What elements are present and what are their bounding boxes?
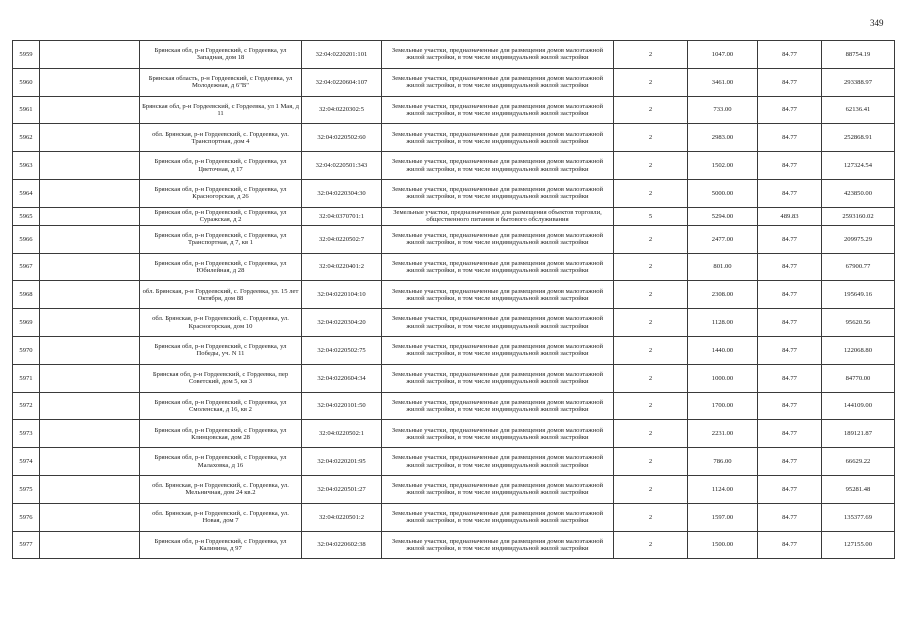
empty-cell [40, 420, 140, 448]
specific-value-cell: 84.77 [758, 448, 822, 476]
area-cell: 1500.00 [688, 531, 758, 559]
area-cell: 3461.00 [688, 68, 758, 96]
cadastral-number-cell: 32:04:0220604:34 [302, 364, 382, 392]
use-group-cell: 2 [614, 225, 688, 253]
area-cell: 801.00 [688, 253, 758, 281]
land-use-purpose-cell: Земельные участки, предназначенные для размещения домов малоэтажной жилой застройки, в том числе индивидуальной жилой застройки [382, 420, 614, 448]
cadastral-value-cell: 209975.29 [822, 225, 895, 253]
row-number-cell: 5973 [13, 420, 40, 448]
cadastral-number-cell: 32:04:0220201:101 [302, 41, 382, 69]
row-number-cell: 5969 [13, 309, 40, 337]
empty-cell [40, 309, 140, 337]
use-group-cell: 2 [614, 179, 688, 207]
address-cell: Брянская обл, р-н Гордеевский, с Гордеевка, ул Победы, уч. N 11 [140, 336, 302, 364]
row-number-cell: 5976 [13, 503, 40, 531]
use-group-cell: 2 [614, 336, 688, 364]
empty-cell [40, 96, 140, 124]
area-cell: 1000.00 [688, 364, 758, 392]
cadastral-number-cell: 32:04:0220304:20 [302, 309, 382, 337]
specific-value-cell: 84.77 [758, 475, 822, 503]
land-use-purpose-cell: Земельные участки, предназначенные для размещения домов малоэтажной жилой застройки, в том числе индивидуальной жилой застройки [382, 531, 614, 559]
address-cell: Брянская обл, р-н Гордеевский, с Гордеевка, ул Цветочная, д 17 [140, 152, 302, 180]
table-row [13, 531, 895, 559]
specific-value-cell: 84.77 [758, 309, 822, 337]
cadastral-number-cell: 32:04:0370701:1 [302, 207, 382, 225]
use-group-cell: 2 [614, 364, 688, 392]
cadastral-number-cell: 32:04:0220304:30 [302, 179, 382, 207]
row-number-cell: 5972 [13, 392, 40, 420]
area-cell: 1124.00 [688, 475, 758, 503]
cadastral-number-cell: 32:04:0220501:343 [302, 152, 382, 180]
row-number-cell: 5975 [13, 475, 40, 503]
row-number-cell: 5977 [13, 531, 40, 559]
specific-value-cell: 84.77 [758, 253, 822, 281]
cadastral-value-cell: 293388.97 [822, 68, 895, 96]
specific-value-cell: 84.77 [758, 179, 822, 207]
table-row [13, 253, 895, 281]
use-group-cell: 2 [614, 420, 688, 448]
table-row [13, 475, 895, 503]
land-use-purpose-cell: Земельные участки, предназначенные для размещения домов малоэтажной жилой застройки, в том числе индивидуальной жилой застройки [382, 364, 614, 392]
area-cell: 2231.00 [688, 420, 758, 448]
cadastral-value-cell: 189121.87 [822, 420, 895, 448]
cadastral-number-cell: 32:04:0220101:50 [302, 392, 382, 420]
table-body [13, 41, 895, 559]
table-row [13, 41, 895, 69]
address-cell: обл. Брянская, р-н Гордеевский, с. Гордеевка, ул. 15 лет Октября, дом 88 [140, 281, 302, 309]
use-group-cell: 2 [614, 281, 688, 309]
empty-cell [40, 207, 140, 225]
area-cell: 1047.00 [688, 41, 758, 69]
area-cell: 5000.00 [688, 179, 758, 207]
empty-cell [40, 531, 140, 559]
cadastral-value-table [12, 40, 895, 559]
use-group-cell: 2 [614, 448, 688, 476]
specific-value-cell: 84.77 [758, 281, 822, 309]
empty-cell [40, 503, 140, 531]
cadastral-value-cell: 95281.48 [822, 475, 895, 503]
row-number-cell: 5970 [13, 336, 40, 364]
row-number-cell: 5968 [13, 281, 40, 309]
cadastral-number-cell: 32:04:0220502:7 [302, 225, 382, 253]
specific-value-cell: 84.77 [758, 68, 822, 96]
empty-cell [40, 225, 140, 253]
specific-value-cell: 489.83 [758, 207, 822, 225]
address-cell: обл. Брянская, р-н Гордеевский, с. Гордеевка, ул. Транспортная, дом 4 [140, 124, 302, 152]
address-cell: Брянская обл, р-н Гордеевский, с Гордеевка, ул Калинина, д 97 [140, 531, 302, 559]
row-number-cell: 5961 [13, 96, 40, 124]
table-row [13, 179, 895, 207]
table-row [13, 124, 895, 152]
empty-cell [40, 179, 140, 207]
use-group-cell: 2 [614, 503, 688, 531]
row-number-cell: 5967 [13, 253, 40, 281]
row-number-cell: 5966 [13, 225, 40, 253]
address-cell: Брянская обл, р-н Гордеевский, с Гордеевка, ул Суражская, д 2 [140, 207, 302, 225]
cadastral-number-cell: 32:04:0220604:107 [302, 68, 382, 96]
area-cell: 1440.00 [688, 336, 758, 364]
cadastral-value-cell: 122068.80 [822, 336, 895, 364]
empty-cell [40, 281, 140, 309]
land-use-purpose-cell: Земельные участки, предназначенные для размещения домов малоэтажной жилой застройки, в том числе индивидуальной жилой застройки [382, 392, 614, 420]
specific-value-cell: 84.77 [758, 503, 822, 531]
table-row [13, 392, 895, 420]
use-group-cell: 2 [614, 531, 688, 559]
table-row [13, 364, 895, 392]
specific-value-cell: 84.77 [758, 225, 822, 253]
address-cell: Брянская обл, р-н Гордеевский, с Гордеевка, ул Красногорская, д 26 [140, 179, 302, 207]
address-cell: Брянская обл, р-н Гордеевский, с Гордеевка, ул Смоленская, д 16, кв 2 [140, 392, 302, 420]
use-group-cell: 2 [614, 124, 688, 152]
area-cell: 1128.00 [688, 309, 758, 337]
address-cell: Брянская обл, р-н Гордеевский, с Гордеевка, ул Клинцовская, дом 28 [140, 420, 302, 448]
area-cell: 5294.00 [688, 207, 758, 225]
table-row [13, 96, 895, 124]
use-group-cell: 2 [614, 96, 688, 124]
address-cell: обл. Брянская, р-н Гордеевский, с. Гордеевка, ул. Новая, дом 7 [140, 503, 302, 531]
empty-cell [40, 68, 140, 96]
cadastral-number-cell: 32:04:0220602:38 [302, 531, 382, 559]
use-group-cell: 2 [614, 41, 688, 69]
address-cell: Брянская область, р-н Гордеевский, с Гордеевка, ул Молодежная, д 6"В" [140, 68, 302, 96]
cadastral-number-cell: 32:04:0220502:1 [302, 420, 382, 448]
cadastral-number-cell: 32:04:0220501:27 [302, 475, 382, 503]
table-row [13, 225, 895, 253]
area-cell: 1502.00 [688, 152, 758, 180]
row-number-cell: 5965 [13, 207, 40, 225]
cadastral-value-cell: 127155.00 [822, 531, 895, 559]
land-use-purpose-cell: Земельные участки, предназначенные для размещения домов малоэтажной жилой застройки, в том числе индивидуальной жилой застройки [382, 179, 614, 207]
land-use-purpose-cell: Земельные участки, предназначенные для размещения домов малоэтажной жилой застройки, в том числе индивидуальной жилой застройки [382, 96, 614, 124]
land-use-purpose-cell: Земельные участки, предназначенные для размещения домов малоэтажной жилой застройки, в том числе индивидуальной жилой застройки [382, 448, 614, 476]
specific-value-cell: 84.77 [758, 41, 822, 69]
area-cell: 2983.00 [688, 124, 758, 152]
address-cell: Брянская обл, р-н Гордеевский, с Гордеевка, ул Малаховка, д 16 [140, 448, 302, 476]
address-cell: Брянская обл, р-н Гордеевский, с Гордеевка, ул Юбилейная, д 28 [140, 253, 302, 281]
cadastral-value-cell: 84770.00 [822, 364, 895, 392]
row-number-cell: 5964 [13, 179, 40, 207]
land-use-purpose-cell: Земельные участки, предназначенные для размещения домов малоэтажной жилой застройки, в том числе индивидуальной жилой застройки [382, 309, 614, 337]
specific-value-cell: 84.77 [758, 531, 822, 559]
cadastral-number-cell: 32:04:0220104:10 [302, 281, 382, 309]
specific-value-cell: 84.77 [758, 392, 822, 420]
row-number-cell: 5974 [13, 448, 40, 476]
cadastral-value-cell: 252868.91 [822, 124, 895, 152]
table-row [13, 152, 895, 180]
land-use-purpose-cell: Земельные участки, предназначенные для размещения домов малоэтажной жилой застройки, в том числе индивидуальной жилой застройки [382, 41, 614, 69]
cadastral-number-cell: 32:04:0220502:75 [302, 336, 382, 364]
address-cell: Брянская обл, р-н Гордеевский, с Гордеевка, ул Транспортная, д 7, кв 1 [140, 225, 302, 253]
address-cell: обл. Брянская, р-н Гордеевский, с. Гордеевка, ул. Красногорская, дом 10 [140, 309, 302, 337]
use-group-cell: 2 [614, 392, 688, 420]
table-row [13, 448, 895, 476]
cadastral-value-cell: 144109.00 [822, 392, 895, 420]
use-group-cell: 2 [614, 68, 688, 96]
empty-cell [40, 253, 140, 281]
cadastral-value-cell: 66629.22 [822, 448, 895, 476]
table-row [13, 309, 895, 337]
table-row [13, 503, 895, 531]
use-group-cell: 5 [614, 207, 688, 225]
land-use-purpose-cell: Земельные участки, предназначенные для размещения домов малоэтажной жилой застройки, в том числе индивидуальной жилой застройки [382, 68, 614, 96]
use-group-cell: 2 [614, 309, 688, 337]
cadastral-value-cell: 62136.41 [822, 96, 895, 124]
specific-value-cell: 84.77 [758, 420, 822, 448]
cadastral-value-cell: 127324.54 [822, 152, 895, 180]
cadastral-number-cell: 32:04:0220401:2 [302, 253, 382, 281]
land-use-purpose-cell: Земельные участки, предназначенные для размещения домов малоэтажной жилой застройки, в том числе индивидуальной жилой застройки [382, 336, 614, 364]
address-cell: Брянская обл, р-н Гордеевский, с Гордеевка, ул Западная, дом 18 [140, 41, 302, 69]
land-use-purpose-cell: Земельные участки, предназначенные для размещения домов малоэтажной жилой застройки, в том числе индивидуальной жилой застройки [382, 152, 614, 180]
empty-cell [40, 364, 140, 392]
area-cell: 2308.00 [688, 281, 758, 309]
specific-value-cell: 84.77 [758, 96, 822, 124]
table-row [13, 336, 895, 364]
cadastral-number-cell: 32:04:0220302:5 [302, 96, 382, 124]
cadastral-value-cell: 95620.56 [822, 309, 895, 337]
area-cell: 1700.00 [688, 392, 758, 420]
area-cell: 786.00 [688, 448, 758, 476]
specific-value-cell: 84.77 [758, 152, 822, 180]
cadastral-number-cell: 32:04:0220502:60 [302, 124, 382, 152]
cadastral-number-cell: 32:04:0220201:95 [302, 448, 382, 476]
table-row [13, 420, 895, 448]
land-use-purpose-cell: Земельные участки, предназначенные для размещения домов малоэтажной жилой застройки, в том числе индивидуальной жилой застройки [382, 503, 614, 531]
land-use-purpose-cell: Земельные участки, предназначенные для размещения домов малоэтажной жилой застройки, в том числе индивидуальной жилой застройки [382, 475, 614, 503]
cadastral-value-cell: 135377.69 [822, 503, 895, 531]
row-number-cell: 5960 [13, 68, 40, 96]
table-row [13, 281, 895, 309]
area-cell: 733.00 [688, 96, 758, 124]
empty-cell [40, 41, 140, 69]
cadastral-value-cell: 2593160.02 [822, 207, 895, 225]
empty-cell [40, 475, 140, 503]
use-group-cell: 2 [614, 475, 688, 503]
empty-cell [40, 152, 140, 180]
empty-cell [40, 124, 140, 152]
empty-cell [40, 392, 140, 420]
table-row [13, 68, 895, 96]
use-group-cell: 2 [614, 253, 688, 281]
land-use-purpose-cell: Земельные участки, предназначенные для размещения домов малоэтажной жилой застройки, в том числе индивидуальной жилой застройки [382, 124, 614, 152]
address-cell: обл. Брянская, р-н Гордеевский, с. Гордеевка, ул. Мельничная, дом 24 кв.2 [140, 475, 302, 503]
row-number-cell: 5959 [13, 41, 40, 69]
cadastral-value-cell: 423850.00 [822, 179, 895, 207]
row-number-cell: 5962 [13, 124, 40, 152]
empty-cell [40, 336, 140, 364]
row-number-cell: 5963 [13, 152, 40, 180]
land-use-purpose-cell: Земельные участки, предназначенные для размещения домов малоэтажной жилой застройки, в том числе индивидуальной жилой застройки [382, 281, 614, 309]
land-use-purpose-cell: Земельные участки, предназначенные для размещения домов малоэтажной жилой застройки, в том числе индивидуальной жилой застройки [382, 253, 614, 281]
area-cell: 1597.00 [688, 503, 758, 531]
address-cell: Брянская обл, р-н Гордеевский, с Гордеевка, ул 1 Мая, д 11 [140, 96, 302, 124]
row-number-cell: 5971 [13, 364, 40, 392]
land-use-purpose-cell: Земельные участки, предназначенные для размещения домов малоэтажной жилой застройки, в том числе индивидуальной жилой застройки [382, 225, 614, 253]
specific-value-cell: 84.77 [758, 124, 822, 152]
land-use-purpose-cell: Земельные участки, предназначенные для размещения объектов торговли, общественного питания и бытового обслуживания [382, 207, 614, 225]
cadastral-number-cell: 32:04:0220501:2 [302, 503, 382, 531]
empty-cell [40, 448, 140, 476]
area-cell: 2477.00 [688, 225, 758, 253]
page-number: 349 [870, 18, 884, 28]
cadastral-value-cell: 67900.77 [822, 253, 895, 281]
cadastral-value-cell: 195649.16 [822, 281, 895, 309]
address-cell: Брянская обл, р-н Гордеевский, с Гордеевка, пер Советский, дом 5, кв 3 [140, 364, 302, 392]
table-row [13, 207, 895, 225]
specific-value-cell: 84.77 [758, 364, 822, 392]
specific-value-cell: 84.77 [758, 336, 822, 364]
cadastral-value-cell: 88754.19 [822, 41, 895, 69]
use-group-cell: 2 [614, 152, 688, 180]
